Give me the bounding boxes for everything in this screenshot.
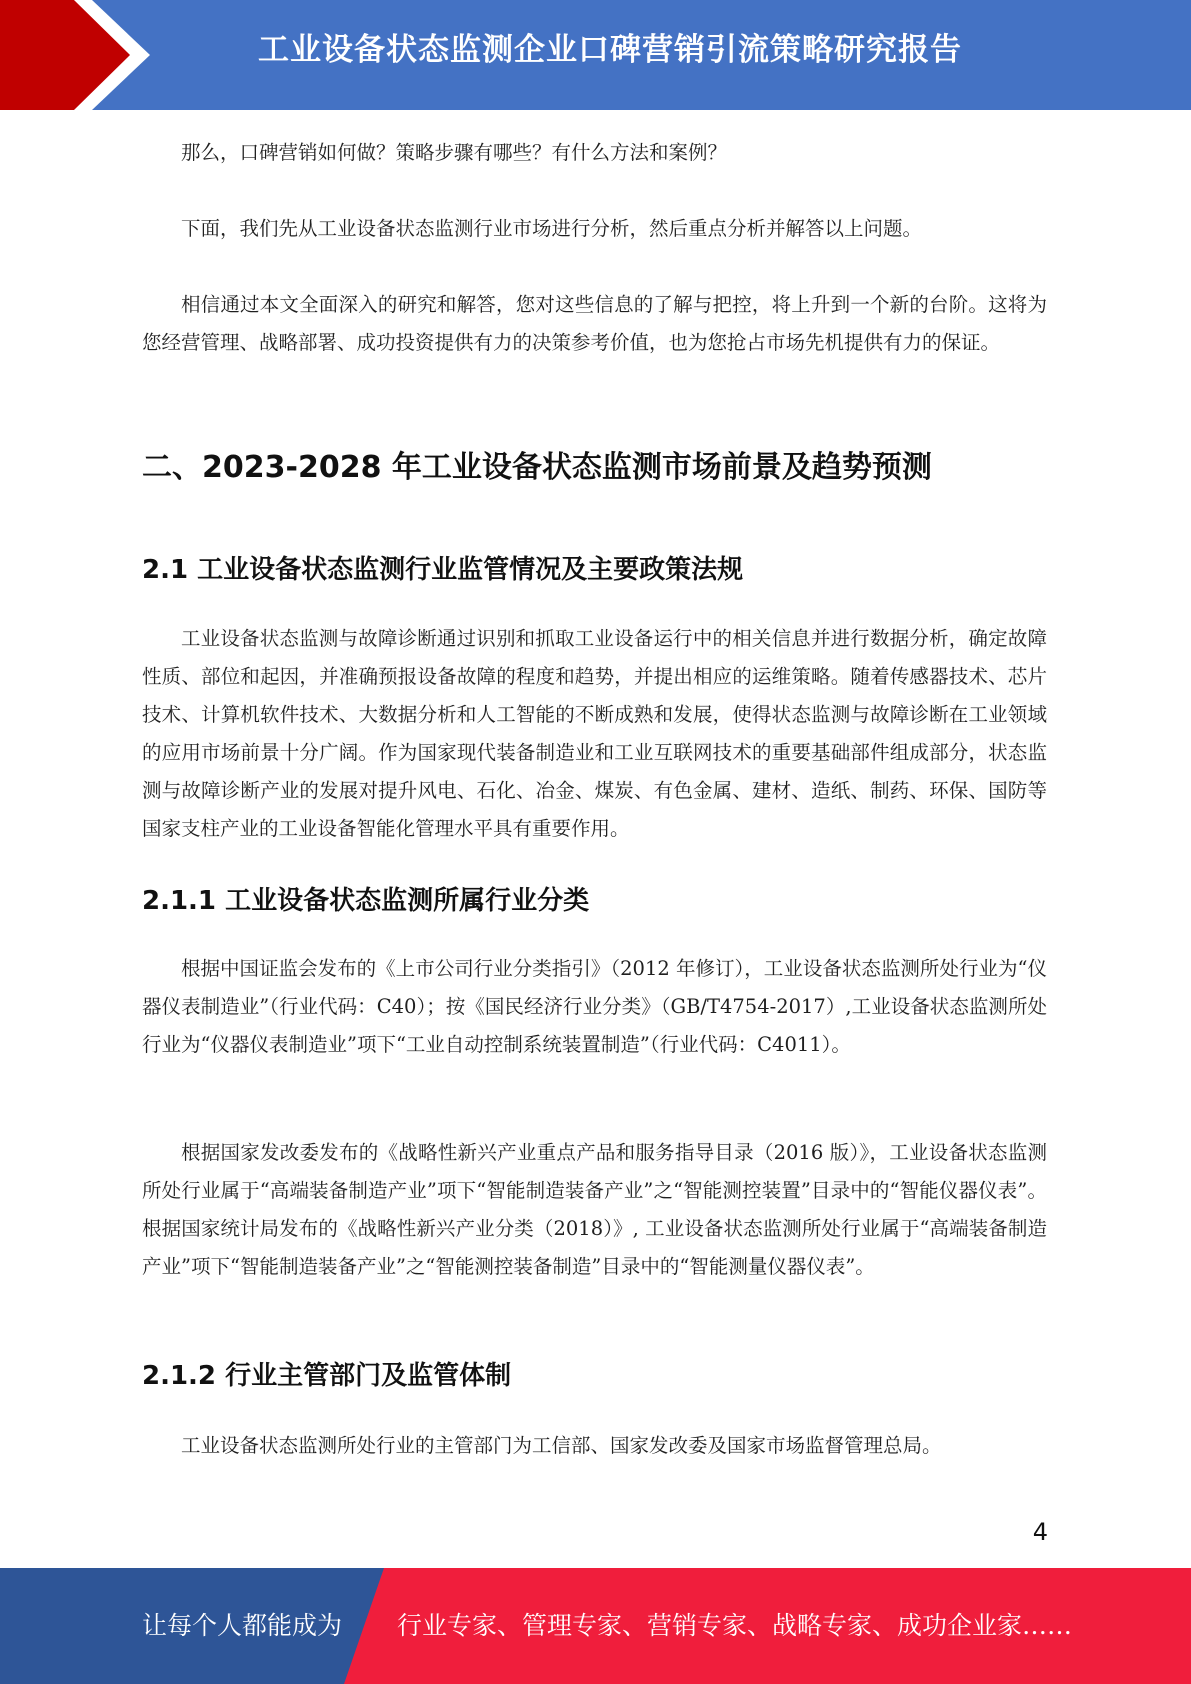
section-2-1-1-heading: 2.1.1 工业设备状态监测所属行业分类 (142, 886, 590, 916)
page-number: 4 (1032, 1518, 1048, 1546)
footer-slogan-right: 行业专家、管理专家、营销专家、战略专家、成功企业家…… (397, 1611, 1073, 1640)
paragraph-text: 那么，口碑营销如何做？策略步骤有哪些？有什么方法和案例？ (181, 141, 728, 164)
paragraph-text: 根据国家发改委发布的《战略性新兴产业重点产品和服务指导目录（2016 版）》，工业设备状态监测所处行业属于“高端装备制造产业”项下“智能制造装备产业”之“智能测控装置”目录中的“智能仪器仪表”。根据国家统计局发布的《战略性新兴产业分类（2018）》, 工业设备状态监测所处行业属于“高端装备制造产业”项下“智能制造装备产业”之“智能测控装备制造”目录中的“智能测量仪器仪表”。 (142, 1141, 1047, 1278)
section-2-1-2-heading: 2.1.2 行业主管部门及监管体制 (142, 1361, 512, 1391)
intro-paragraph-1 (142, 134, 1047, 172)
paragraph-text: 根据中国证监会发布的《上市公司行业分类指引》（2012 年修订），工业设备状态监测所处行业为“仪器仪表制造业”（行业代码：C40）；按《国民经济行业分类》（GB/T4754-2017）,工业设备状态监测所处行业为“仪器仪表制造业”项下“工业自动控制系统装置制造”（行业代码：C4011）。 (142, 957, 1047, 1056)
section-2-1-1-paragraph-1 (142, 950, 1047, 1064)
section-2-1-2-paragraph (142, 1427, 1047, 1465)
paragraph-text: 下面，我们先从工业设备状态监测行业市场进行分析，然后重点分析并解答以上问题。 (181, 217, 923, 240)
intro-paragraph-2 (142, 210, 1047, 248)
section-2-1-paragraph (142, 620, 1047, 848)
paragraph-text: 工业设备状态监测所处行业的主管部门为工信部、国家发改委及国家市场监督管理总局。 (181, 1434, 942, 1457)
page-footer (0, 1568, 1191, 1684)
footer-slogan-left: 让每个人都能成为 (142, 1611, 343, 1640)
paragraph-text: 相信通过本文全面深入的研究和解答，您对这些信息的了解与把控，将上升到一个新的台阶。这将为您经营管理、战略部署、成功投资提供有力的决策参考价值，也为您抢占市场先机提供有力的保证。 (142, 293, 1047, 354)
page-header (0, 0, 1191, 110)
report-title: 工业设备状态监测企业口碑营销引流策略研究报告 (258, 32, 962, 68)
intro-paragraph-3 (142, 286, 1047, 362)
section-2-1-1-paragraph-2 (142, 1134, 1047, 1286)
section-2-heading: 二、2023-2028 年工业设备状态监测市场前景及趋势预测 (142, 450, 932, 485)
paragraph-text: 工业设备状态监测与故障诊断通过识别和抓取工业设备运行中的相关信息并进行数据分析，确定故障性质、部位和起因，并准确预报设备故障的程度和趋势，并提出相应的运维策略。随着传感器技术、芯片技术、计算机软件技术、大数据分析和人工智能的不断成熟和发展，使得状态监测与故障诊断在工业领域的应用市场前景十分广阔。作为国家现代装备制造业和工业互联网技术的重要基础部件组成部分，状态监测与故障诊断产业的发展对提升风电、石化、冶金、煤炭、有色金属、建材、造纸、制药、环保、国防等国家支柱产业的工业设备智能化管理水平具有重要作用。 (142, 627, 1047, 840)
section-2-1-heading: 2.1 工业设备状态监测行业监管情况及主要政策法规 (142, 555, 744, 585)
